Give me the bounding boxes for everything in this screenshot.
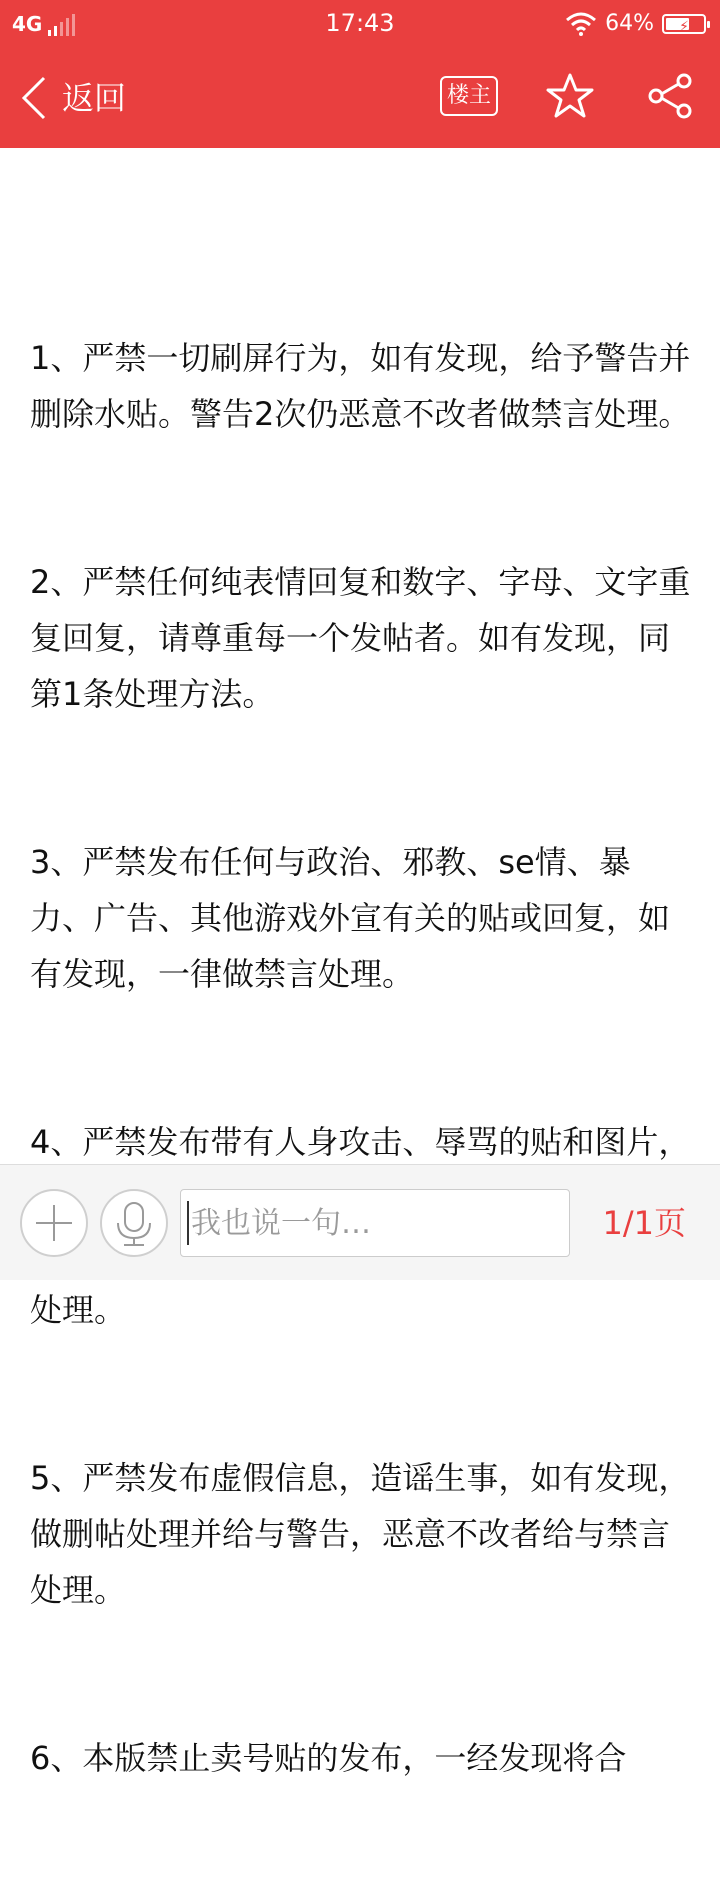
share-button[interactable] xyxy=(644,70,696,122)
share-icon xyxy=(644,70,696,122)
rule-item: 6、本版禁止卖号贴的发布，一经发现将合 xyxy=(30,1739,627,1777)
add-attachment-button[interactable] xyxy=(20,1189,88,1257)
rule-item: 5、严禁发布虚假信息，造谣生事，如有发现，做删帖处理并给与警告，恶意不改者给与禁言处理。 xyxy=(30,1459,691,1609)
rule-item: 4、严禁发布带有人身攻击、辱骂的贴和图片， 处理。 xyxy=(30,1123,691,1329)
chevron-left-icon xyxy=(18,74,48,122)
post-body xyxy=(30,218,694,1898)
battery-percent: 64% xyxy=(605,11,654,36)
status-time: 17:43 xyxy=(325,9,395,37)
star-icon xyxy=(544,70,596,122)
page-indicator[interactable]: 1/1页 xyxy=(602,1204,686,1242)
battery-icon xyxy=(662,14,706,34)
louzhu-filter-button[interactable]: 楼主 xyxy=(440,76,498,116)
header xyxy=(0,0,720,148)
charging-icon: ⚡ xyxy=(679,19,689,35)
back-button[interactable] xyxy=(18,70,126,126)
reply-input[interactable] xyxy=(180,1189,570,1257)
rule-item: 2、严禁任何纯表情回复和数字、字母、文字重复回复，请尊重每一个发帖者。如有发现，同第1条处理方法。 xyxy=(30,563,691,713)
favorite-button[interactable] xyxy=(544,70,596,122)
status-right xyxy=(565,10,706,38)
wifi-icon xyxy=(565,12,597,36)
network-type: 4G xyxy=(12,12,43,36)
reply-bar xyxy=(0,1164,720,1280)
rule-item: 3、严禁发布任何与政治、邪教、se情、暴力、广告、其他游戏外宣有关的贴或回复，如有发现，一律做禁言处理。 xyxy=(30,843,671,993)
text-caret xyxy=(187,1201,189,1245)
back-label: 返回 xyxy=(62,79,127,117)
plus-icon xyxy=(22,1191,86,1255)
status-bar xyxy=(0,0,720,48)
rule-item: 1、严禁一切刷屏行为，如有发现，给予警告并删除水贴。警告2次仍恶意不改者做禁言处理。 xyxy=(30,339,691,433)
nav-bar xyxy=(0,48,720,148)
voice-input-button[interactable] xyxy=(100,1189,168,1257)
microphone-icon xyxy=(102,1191,166,1255)
